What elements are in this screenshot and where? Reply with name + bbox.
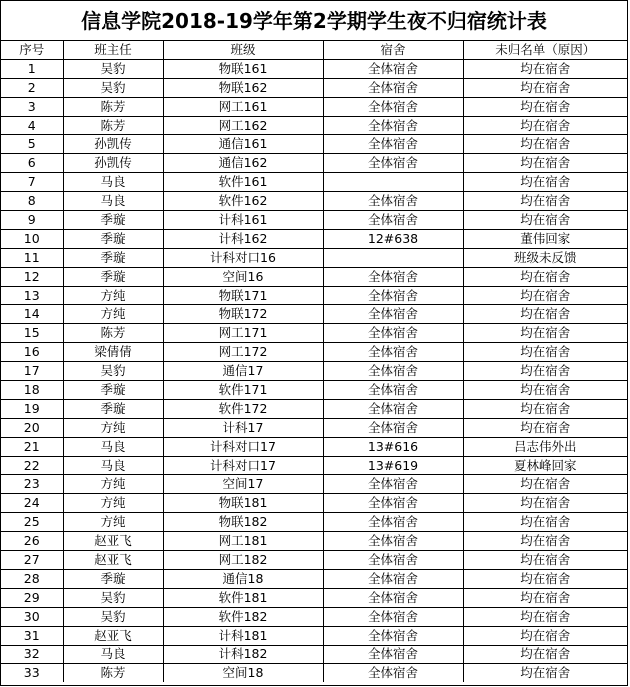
cell-class[interactable]: 通信162	[163, 154, 323, 173]
cell-dorm[interactable]: 全体宿舍	[323, 343, 463, 362]
cell-class[interactable]: 物联182	[163, 513, 323, 532]
cell-class[interactable]: 软件172	[163, 399, 323, 418]
cell-class[interactable]: 物联172	[163, 305, 323, 324]
cell-dorm[interactable]: 全体宿舍	[323, 286, 463, 305]
cell-teacher[interactable]: 季璇	[63, 399, 163, 418]
cell-teacher[interactable]: 季璇	[63, 569, 163, 588]
cell-teacher[interactable]: 马良	[63, 456, 163, 475]
cell-dorm[interactable]: 全体宿舍	[323, 494, 463, 513]
cell-index[interactable]: 11	[1, 248, 63, 267]
cell-index[interactable]: 5	[1, 135, 63, 154]
cell-absent[interactable]: 均在宿舍	[463, 588, 627, 607]
cell-class[interactable]: 通信161	[163, 135, 323, 154]
cell-index[interactable]: 20	[1, 418, 63, 437]
table-row	[1, 645, 627, 664]
cell-absent[interactable]: 均在宿舍	[463, 154, 627, 173]
cell-class[interactable]: 计科181	[163, 626, 323, 645]
cell-class[interactable]: 网工171	[163, 324, 323, 343]
cell-class[interactable]: 计科161	[163, 211, 323, 230]
cell-dorm[interactable]: 全体宿舍	[323, 513, 463, 532]
cell-class[interactable]: 网工161	[163, 97, 323, 116]
table-row	[1, 267, 627, 286]
cell-absent[interactable]: 均在宿舍	[463, 399, 627, 418]
cell-dorm[interactable]: 全体宿舍	[323, 78, 463, 97]
cell-index[interactable]: 1	[1, 59, 63, 78]
cell-absent[interactable]: 均在宿舍	[463, 664, 627, 682]
table-row	[1, 211, 627, 230]
header-teacher[interactable]: 班主任	[63, 41, 163, 59]
header-index[interactable]: 序号	[1, 41, 63, 59]
cell-class[interactable]: 软件162	[163, 192, 323, 211]
cell-teacher[interactable]: 孙凯传	[63, 135, 163, 154]
cell-teacher[interactable]: 吴豹	[63, 362, 163, 381]
cell-absent[interactable]: 班级未反馈	[463, 248, 627, 267]
cell-class[interactable]: 计科对口16	[163, 248, 323, 267]
cell-dorm[interactable]: 全体宿舍	[323, 399, 463, 418]
cell-absent[interactable]: 均在宿舍	[463, 645, 627, 664]
header-dorm[interactable]: 宿舍	[323, 41, 463, 59]
cell-dorm[interactable]: 全体宿舍	[323, 645, 463, 664]
cell-absent[interactable]: 均在宿舍	[463, 569, 627, 588]
cell-dorm[interactable]: 全体宿舍	[323, 324, 463, 343]
cell-absent[interactable]: 夏林峰回家	[463, 456, 627, 475]
cell-absent[interactable]: 均在宿舍	[463, 513, 627, 532]
header-class[interactable]: 班级	[163, 41, 323, 59]
cell-absent[interactable]: 均在宿舍	[463, 343, 627, 362]
cell-index[interactable]: 27	[1, 551, 63, 570]
cell-teacher[interactable]: 季璇	[63, 211, 163, 230]
cell-dorm[interactable]: 全体宿舍	[323, 97, 463, 116]
cell-absent[interactable]: 均在宿舍	[463, 267, 627, 286]
cell-teacher[interactable]: 赵亚飞	[63, 551, 163, 570]
cell-class[interactable]: 物联171	[163, 286, 323, 305]
table-row	[1, 456, 627, 475]
table-row	[1, 229, 627, 248]
cell-absent[interactable]: 均在宿舍	[463, 418, 627, 437]
cell-absent[interactable]: 均在宿舍	[463, 78, 627, 97]
cell-dorm[interactable]: 全体宿舍	[323, 588, 463, 607]
cell-class[interactable]: 计科对口17	[163, 437, 323, 456]
cell-index[interactable]: 25	[1, 513, 63, 532]
cell-teacher[interactable]: 方纯	[63, 475, 163, 494]
cell-class[interactable]: 网工181	[163, 532, 323, 551]
cell-dorm[interactable]: 13#616	[323, 437, 463, 456]
cell-teacher[interactable]: 陈芳	[63, 664, 163, 682]
cell-index[interactable]: 31	[1, 626, 63, 645]
cell-teacher[interactable]: 马良	[63, 192, 163, 211]
table-title: 信息学院2018-19学年第2学期学生夜不归宿统计表	[1, 1, 627, 41]
cell-absent[interactable]: 均在宿舍	[463, 97, 627, 116]
table-row	[1, 588, 627, 607]
cell-class[interactable]: 计科182	[163, 645, 323, 664]
cell-index[interactable]: 7	[1, 173, 63, 192]
table-row	[1, 569, 627, 588]
cell-absent[interactable]: 均在宿舍	[463, 305, 627, 324]
cell-index[interactable]: 13	[1, 286, 63, 305]
cell-absent[interactable]: 均在宿舍	[463, 192, 627, 211]
cell-absent[interactable]: 均在宿舍	[463, 173, 627, 192]
cell-class[interactable]: 网工182	[163, 551, 323, 570]
table-row	[1, 116, 627, 135]
cell-dorm[interactable]: 全体宿舍	[323, 664, 463, 682]
table-row	[1, 305, 627, 324]
cell-index[interactable]: 6	[1, 154, 63, 173]
cell-dorm[interactable]: 12#638	[323, 229, 463, 248]
table-row	[1, 399, 627, 418]
cell-class[interactable]: 网工172	[163, 343, 323, 362]
cell-dorm[interactable]: 全体宿舍	[323, 607, 463, 626]
cell-absent[interactable]: 均在宿舍	[463, 532, 627, 551]
cell-absent[interactable]: 均在宿舍	[463, 494, 627, 513]
cell-absent[interactable]: 均在宿舍	[463, 211, 627, 230]
table-row	[1, 664, 627, 682]
cell-absent[interactable]: 均在宿舍	[463, 381, 627, 400]
cell-absent[interactable]: 吕志伟外出	[463, 437, 627, 456]
cell-teacher[interactable]: 陈芳	[63, 97, 163, 116]
cell-index[interactable]: 29	[1, 588, 63, 607]
cell-absent[interactable]: 均在宿舍	[463, 362, 627, 381]
table-row	[1, 154, 627, 173]
table-row	[1, 192, 627, 211]
cell-dorm[interactable]: 全体宿舍	[323, 154, 463, 173]
table-row	[1, 475, 627, 494]
table-row	[1, 97, 627, 116]
table-row	[1, 135, 627, 154]
cell-class[interactable]: 物联162	[163, 78, 323, 97]
table-row	[1, 286, 627, 305]
cell-dorm[interactable]: 全体宿舍	[323, 569, 463, 588]
cell-dorm[interactable]: 全体宿舍	[323, 551, 463, 570]
cell-dorm[interactable]: 全体宿舍	[323, 135, 463, 154]
table-row	[1, 59, 627, 78]
table-row	[1, 437, 627, 456]
cell-teacher[interactable]: 方纯	[63, 494, 163, 513]
cell-teacher[interactable]: 陈芳	[63, 324, 163, 343]
cell-teacher[interactable]: 孙凯传	[63, 154, 163, 173]
cell-index[interactable]: 23	[1, 475, 63, 494]
cell-dorm[interactable]: 全体宿舍	[323, 192, 463, 211]
cell-class[interactable]: 通信17	[163, 362, 323, 381]
cell-class[interactable]: 空间16	[163, 267, 323, 286]
cell-teacher[interactable]: 马良	[63, 645, 163, 664]
cell-dorm[interactable]: 全体宿舍	[323, 211, 463, 230]
cell-teacher[interactable]: 季璇	[63, 381, 163, 400]
cell-absent[interactable]: 均在宿舍	[463, 116, 627, 135]
cell-absent[interactable]: 均在宿舍	[463, 551, 627, 570]
cell-teacher[interactable]: 吴豹	[63, 607, 163, 626]
cell-dorm[interactable]: 全体宿舍	[323, 626, 463, 645]
dormitory-stats-table	[1, 41, 627, 682]
cell-index[interactable]: 30	[1, 607, 63, 626]
cell-index[interactable]: 26	[1, 532, 63, 551]
cell-absent[interactable]: 均在宿舍	[463, 135, 627, 154]
table-row	[1, 381, 627, 400]
header-row	[1, 41, 627, 59]
cell-class[interactable]: 软件161	[163, 173, 323, 192]
cell-class[interactable]: 空间18	[163, 664, 323, 682]
cell-teacher[interactable]: 季璇	[63, 229, 163, 248]
cell-index[interactable]: 15	[1, 324, 63, 343]
cell-index[interactable]: 32	[1, 645, 63, 664]
table-row	[1, 362, 627, 381]
table-row	[1, 343, 627, 362]
cell-absent[interactable]: 均在宿舍	[463, 607, 627, 626]
cell-dorm[interactable]	[323, 173, 463, 192]
cell-teacher[interactable]: 吴豹	[63, 588, 163, 607]
table-row	[1, 173, 627, 192]
table-row	[1, 324, 627, 343]
cell-absent[interactable]: 均在宿舍	[463, 324, 627, 343]
cell-dorm[interactable]	[323, 248, 463, 267]
cell-class[interactable]: 计科对口17	[163, 456, 323, 475]
cell-dorm[interactable]: 13#619	[323, 456, 463, 475]
cell-class[interactable]: 物联161	[163, 59, 323, 78]
cell-dorm[interactable]: 全体宿舍	[323, 267, 463, 286]
cell-teacher[interactable]: 梁倩倩	[63, 343, 163, 362]
cell-index[interactable]: 2	[1, 78, 63, 97]
cell-absent[interactable]: 均在宿舍	[463, 626, 627, 645]
cell-absent[interactable]: 均在宿舍	[463, 59, 627, 78]
cell-index[interactable]: 17	[1, 362, 63, 381]
cell-teacher[interactable]: 方纯	[63, 513, 163, 532]
cell-index[interactable]: 28	[1, 569, 63, 588]
cell-teacher[interactable]: 马良	[63, 437, 163, 456]
cell-absent[interactable]: 董伟回家	[463, 229, 627, 248]
table-row	[1, 532, 627, 551]
cell-index[interactable]: 24	[1, 494, 63, 513]
cell-dorm[interactable]: 全体宿舍	[323, 418, 463, 437]
cell-teacher[interactable]: 季璇	[63, 267, 163, 286]
table-row	[1, 626, 627, 645]
cell-absent[interactable]: 均在宿舍	[463, 475, 627, 494]
cell-class[interactable]: 网工162	[163, 116, 323, 135]
cell-index[interactable]: 19	[1, 399, 63, 418]
cell-class[interactable]: 空间17	[163, 475, 323, 494]
cell-dorm[interactable]: 全体宿舍	[323, 532, 463, 551]
cell-teacher[interactable]: 季璇	[63, 248, 163, 267]
cell-index[interactable]: 33	[1, 664, 63, 682]
cell-index[interactable]: 18	[1, 381, 63, 400]
cell-teacher[interactable]: 吴豹	[63, 59, 163, 78]
cell-dorm[interactable]: 全体宿舍	[323, 116, 463, 135]
cell-index[interactable]: 12	[1, 267, 63, 286]
cell-class[interactable]: 计科162	[163, 229, 323, 248]
cell-index[interactable]: 14	[1, 305, 63, 324]
cell-index[interactable]: 21	[1, 437, 63, 456]
cell-index[interactable]: 10	[1, 229, 63, 248]
cell-dorm[interactable]: 全体宿舍	[323, 381, 463, 400]
cell-teacher[interactable]: 陈芳	[63, 116, 163, 135]
table-row	[1, 513, 627, 532]
cell-dorm[interactable]: 全体宿舍	[323, 59, 463, 78]
table-row	[1, 551, 627, 570]
cell-dorm[interactable]: 全体宿舍	[323, 475, 463, 494]
cell-absent[interactable]: 均在宿舍	[463, 286, 627, 305]
table-row	[1, 248, 627, 267]
cell-teacher[interactable]: 方纯	[63, 418, 163, 437]
cell-teacher[interactable]: 赵亚飞	[63, 532, 163, 551]
cell-teacher[interactable]: 吴豹	[63, 78, 163, 97]
cell-index[interactable]: 22	[1, 456, 63, 475]
cell-class[interactable]: 软件181	[163, 588, 323, 607]
cell-index[interactable]: 9	[1, 211, 63, 230]
table-row	[1, 607, 627, 626]
cell-teacher[interactable]: 马良	[63, 173, 163, 192]
cell-class[interactable]: 计科17	[163, 418, 323, 437]
header-absent[interactable]: 未归名单（原因）	[463, 41, 627, 59]
cell-teacher[interactable]: 方纯	[63, 305, 163, 324]
cell-teacher[interactable]: 方纯	[63, 286, 163, 305]
cell-index[interactable]: 4	[1, 116, 63, 135]
cell-index[interactable]: 8	[1, 192, 63, 211]
cell-index[interactable]: 16	[1, 343, 63, 362]
table-row	[1, 78, 627, 97]
cell-class[interactable]: 物联181	[163, 494, 323, 513]
cell-index[interactable]: 3	[1, 97, 63, 116]
cell-class[interactable]: 软件182	[163, 607, 323, 626]
table-row	[1, 418, 627, 437]
cell-dorm[interactable]: 全体宿舍	[323, 362, 463, 381]
table-body	[1, 59, 627, 682]
cell-class[interactable]: 软件171	[163, 381, 323, 400]
cell-dorm[interactable]: 全体宿舍	[323, 305, 463, 324]
cell-class[interactable]: 通信18	[163, 569, 323, 588]
cell-teacher[interactable]: 赵亚飞	[63, 626, 163, 645]
table-row	[1, 494, 627, 513]
